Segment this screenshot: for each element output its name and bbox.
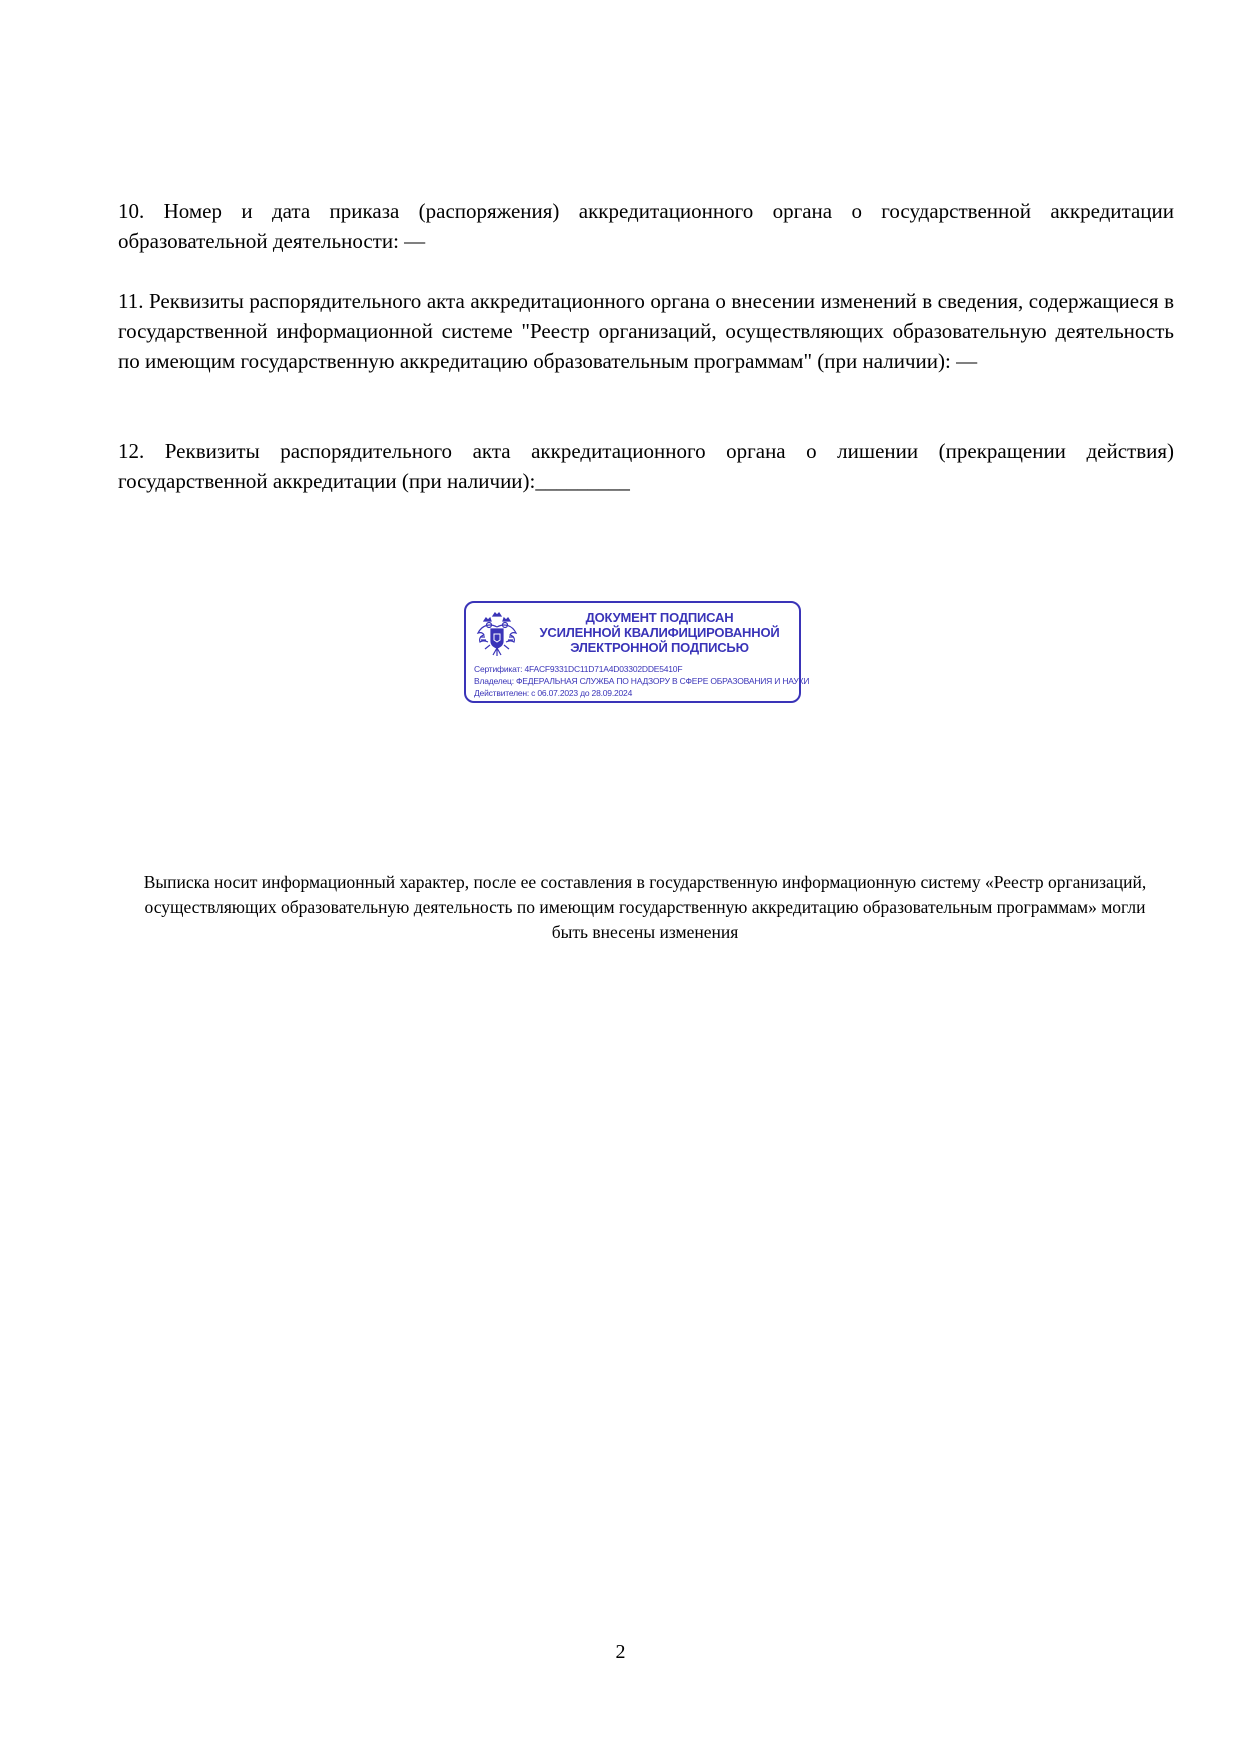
page-number: 2 [615, 1641, 626, 1663]
informational-note: Выписка носит информационный характер, после ее составления в государственную информационную систему «Реестр организаций, осуществляющих образовательную деятельность по имеющим государственную аккредитацию образовательным программам» могли быть внесены изменения [143, 872, 1147, 942]
stamp-title [526, 610, 793, 655]
coat-of-arms-icon [476, 611, 518, 659]
section-11-paragraph: 11. Реквизиты распорядительного акта аккредитационного органа о внесении изменений в сведения, содержащиеся в государственной информационной системе "Реестр организаций, осуществляющих образовательную деятельность по имеющим государственную аккредитацию образовательным программам" (при наличии): — [118, 289, 1174, 373]
electronic-signature-stamp [464, 601, 810, 703]
stamp-owner: Владелец: ФЕДЕРАЛЬНАЯ СЛУЖБА ПО НАДЗОРУ В СФЕРЕ ОБРАЗОВАНИЯ И НАУКИ [474, 676, 810, 686]
stamp-title-line: ДОКУМЕНТ ПОДПИСАН [585, 610, 734, 625]
stamp-certificate: Сертификат: 4FACF9331DC11D71A4D03302DDE5410F [474, 664, 683, 674]
stamp-details [474, 663, 810, 699]
stamp-title-line: ЭЛЕКТРОННОЙ ПОДПИСЬЮ [570, 640, 749, 655]
section-12-paragraph: 12. Реквизиты распорядительного акта аккредитационного органа о лишении (прекращении действия) государственной аккредитации (при наличии):_________ [118, 439, 1174, 493]
stamp-validity: Действителен: с 06.07.2023 до 28.09.2024 [474, 688, 633, 698]
section-10-paragraph: 10. Номер и дата приказа (распоряжения) аккредитационного органа о государственной аккредитации образовательной деятельности: — [118, 199, 1174, 253]
stamp-title-line: УСИЛЕННОЙ КВАЛИФИЦИРОВАННОЙ [539, 625, 780, 640]
